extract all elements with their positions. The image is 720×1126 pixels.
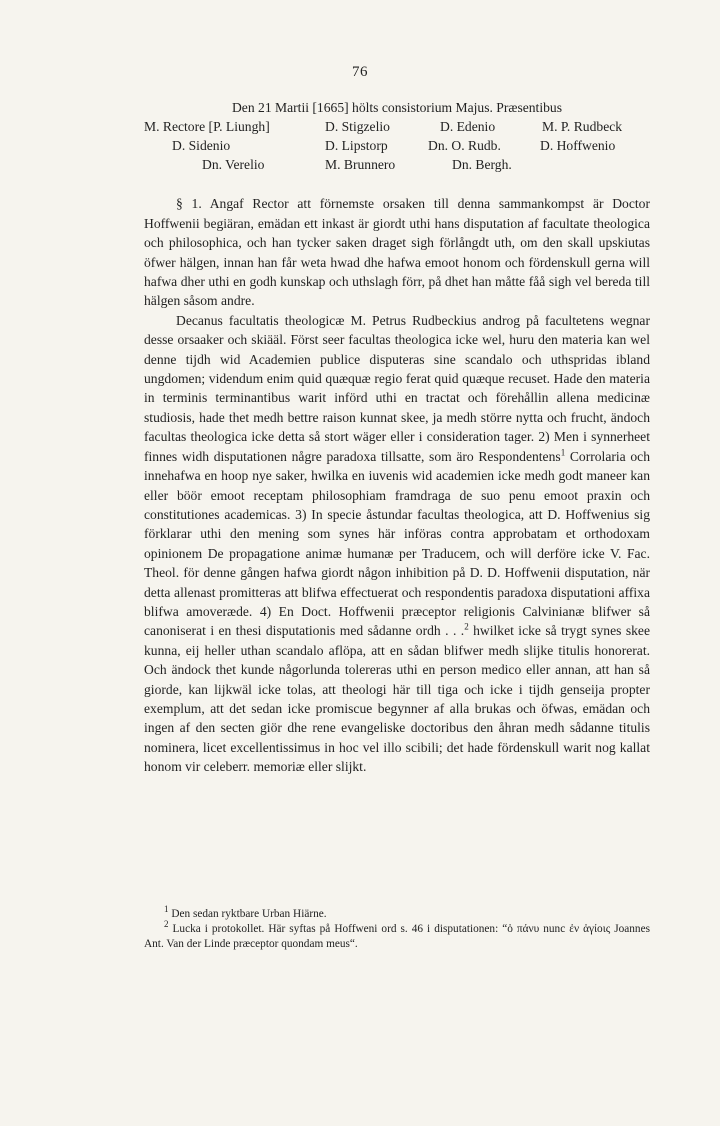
attendee: Dn. O. Rudb. bbox=[428, 138, 501, 154]
footnote bbox=[144, 919, 650, 952]
attendee: D. Hoffwenio bbox=[540, 138, 616, 154]
paragraph-text: Decanus facultatis theologicæ M. Petrus Rudbeckius androg på facultetens wegnar desse orsaaker och skiääl. Först seer facultas theologica icke wel, huru den materia kan wel denne tijdh wid Academien publice disputeras sine scandalo och uthspridas ibland ungdomen; videndum enim quid quæquæ regio ferat quid quæque recuset. Hade den materia in terminis terminantibus warit införd uthi en tractat och förehållin allena medicinæ studiosis, hade thet medh bettre raison kunnat skee, ja medh större nytta och frucht, ändoch facultas theologica icke detta så stort wäger eller i consideration tager. 2) Men i synnerheet finnes widh disputationen någre paradoxa tillsatte, som äro Respondentens bbox=[144, 312, 650, 464]
attendee: D. Edenio bbox=[440, 119, 496, 135]
page-number: 76 bbox=[352, 64, 368, 80]
footnote-number: 1 bbox=[164, 904, 169, 915]
footnote-text: Den sedan ryktbare Urban Hiärne. bbox=[168, 908, 327, 920]
attendee: D. Sidenio bbox=[172, 138, 231, 154]
attendee: D. Stigzelio bbox=[325, 119, 390, 135]
meeting-header: Den 21 Martii [1665] hölts consistorium Majus. Præsentibus bbox=[231, 100, 562, 115]
footnote-text: Lucka i protokollet. Här syftas på Hoffweni ord s. 46 i disputationen: “ὁ πάνυ nunc ἐν ἁγίοις Joannes Ant. Van der Linde præceptor quondam meus“. bbox=[144, 923, 650, 950]
paragraph-text: hwilket icke så trygt synes skee kunna, eij heller uthan scandalo aflöpa, att en sådan blifwer medh slijke titulis honorerat. Och ändock thet kunde någorlunda tolereras uthi en person medico eller annan, att han så giorde, kan lijkwäl icke tolas, att theologi här till tiga och icke i tijdh genseija propter exemplum, att det sedan icke promiscue begynner af alla brukas och öfwas, emädan och ingen af den secten giör dhe rene evangeliske doctoribus den åhran medh sådanne titulis nominera, licet excellentissimus in hoc vel illo scibili; det hade fördenskull warit nog kallat honom vir celeberr. memoriæ eller slijkt. bbox=[144, 623, 650, 775]
attendee: M. Brunnero bbox=[325, 157, 396, 173]
paragraph-text: Corrolaria och innehafwa en hoop nye saker, hwilka en iuvenis wid academien icke medh godt maneer kan eller böör emoot receptam philosophiam framdraga de suo penu emoot praxin och constitutiones academicas. 3) In specie åstundar facultas theologica, att D. Hoffwenius sig förklarar uthi den mening som synes här införas contra approbatam et orthodoxam opinionem De propagatione animæ humanæ per Traducem, och will derföre icke V. Fac. Theol. för denne gången hafwa giordt någon inhibition på D. D. Hoffwenii disputation, när detta allenast promitteras att blifwa effectuerat och respondentis paradoxa disputationi affixa blifwa amoveræde. 4) En Doct. Hoffwenii præceptor religionis Calvinianæ blifwer så canoniserat i en thesi disputationis med sådanne ordh . . . bbox=[144, 448, 650, 639]
footnote-number: 2 bbox=[164, 919, 169, 930]
attendee: D. Lipstorp bbox=[325, 138, 388, 154]
footnote-mark[interactable]: 1 bbox=[560, 447, 566, 458]
attendee-list bbox=[144, 117, 650, 194]
footnote-mark[interactable]: 2 bbox=[464, 621, 469, 632]
paragraph-section-1: § 1. Angaf Rector att förnemste orsaken till denna sammankompst är Doctor Hoffwenii begiäran, emädan ett inkast är giordt uthi hans disputation af facultate theologica och philosophica, och han tycker saken draget sigh förlångdt uth, om den skall upskiutas öfwer hälgen, innan han får weta hwad dhe hafwa emoot honom och fördenskull gerna will hafwa dher uthi en godh kunskap och uthslagh förr, på dhet han måtte fåå sigh vel bereda till hälgen såsom andre. bbox=[144, 196, 650, 309]
attendee: Dn. Verelio bbox=[202, 157, 265, 173]
footnote bbox=[144, 904, 650, 922]
main-text bbox=[144, 98, 650, 777]
attendee: Dn. Bergh. bbox=[452, 157, 512, 173]
attendee: M. Rectore [P. Liungh] bbox=[144, 119, 270, 135]
attendee: M. P. Rudbeck bbox=[542, 119, 623, 135]
paragraph-decanus bbox=[144, 311, 650, 777]
footnotes bbox=[144, 904, 650, 952]
